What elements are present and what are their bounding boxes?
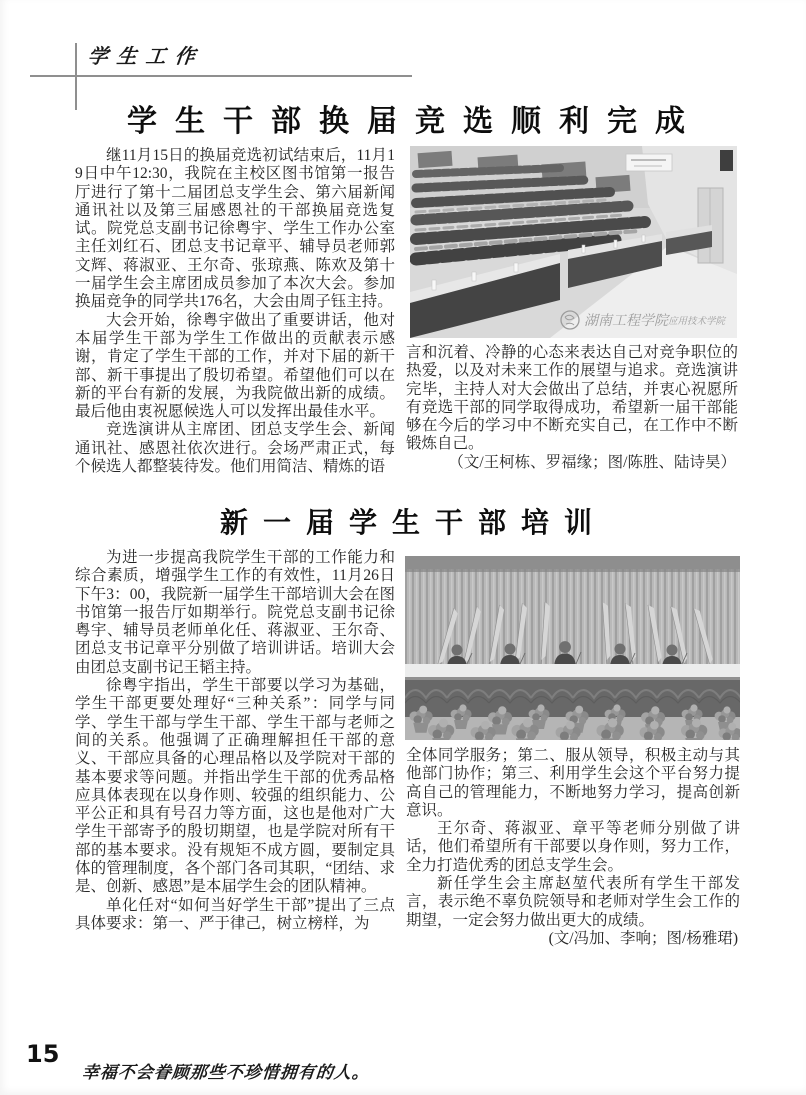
wall-speaker <box>720 150 733 171</box>
article2-title: 新一届学生干部培训 <box>219 506 607 539</box>
article1-photo <box>410 146 737 338</box>
article2-paragraph-5: 新任学生会主席赵堃代表所有学生干部发言，表示绝不辜负院领导和老师对学生会工作的期望，一定会努力做出更大的成绩。 <box>406 875 740 929</box>
article1-left-column <box>75 147 395 476</box>
training-rostrum-image <box>405 556 740 740</box>
page-number: 15 <box>26 1040 60 1068</box>
article1-right-column <box>406 344 738 472</box>
article2-left-column <box>75 549 395 933</box>
article2-paragraph-3: 单化任对“如何当好学生干部”提出了三点具体要求：第一、严于律己，树立榜样，为 <box>75 896 395 932</box>
lecture-hall-audience-image <box>410 146 737 338</box>
footer-quote: 幸福不会眷顾那些不珍惜拥有的人。 <box>80 1063 371 1082</box>
article2-paragraph-2: 徐粤宇指出，学生干部要以学习为基础，学生干部更要处理好“三种关系”：同学与同学、学生干部与学生干部、学生干部与老师之间的关系。他强调了正确理解担任干部的意义、干部应具备的心理品格以及学院对干部的基本要求等问题。并指出学生干部的优秀品格应具体表现在以身作则、较强的组织能力、公平公正和具有号召力等方面，这也是他对广大学生干部寄予的殷切期望，也是学院对所有干部的基本要求。没有规矩不成方圆，要制定具体的管理制度，各个部门各司其职，“团结、求是、创新、感恩”是本届学生会的团队精神。 <box>75 677 395 896</box>
article2-paragraph-3-continued: 全体同学服务；第二、服从领导，积极主动与其他部门协作；第三、利用学生会这个平台努力提高自己的管理能力，不断地努力学习，提高创新意识。 <box>406 747 740 819</box>
article2-right-column <box>406 747 740 948</box>
stage-sign <box>626 154 672 171</box>
article2-photo <box>405 556 740 740</box>
article2-paragraph-4: 王尔奇、蒋淑亚、章平等老师分别做了讲话，他们希望所有干部要以身作则，努力工作，全力打造优秀的团总支学生会。 <box>406 820 740 874</box>
header-horizontal-rule <box>30 75 412 77</box>
watermark-school-name: 湖南工程学院 <box>584 314 668 329</box>
article1-title: 学生干部换届竞选顺利完成 <box>127 104 703 139</box>
watermark-college-name: 应用技术学院 <box>668 317 726 327</box>
article1-credit: （文/王柯栋、罗福缘；图/陈胜、陆诗昊） <box>448 453 736 471</box>
article1-paragraph-3-continued: 言和沉着、冷静的心态来表达自己对竞争职位的热爱，以及对未来工作的展望与追求。竞选演讲完毕，主持人对大会做出了总结，并衷心祝愿所有竞选干部的同学取得成功，希望新一届干部能够在今后的学习中不断充实自己，在工作中不断锻炼自己。 <box>406 344 738 453</box>
article1-paragraph-2: 大会开始，徐粤宇做出了重要讲话，他对本届学生干部为学生工作做出的贡献表示感谢，肯定了学生干部的工作，并对下届的新干部、新干事提出了殷切希望。希望他们可以在新的平台有新的发展，为我院做出新的成绩。最后他由衷祝愿候选人可以发挥出最佳水平。 <box>75 311 395 421</box>
article2-paragraph-1: 为进一步提高我院学生干部的工作能力和综合素质，增强学生工作的有效性，11月26日下午3：00，我院新一届学生干部培训大会在图书馆第一报告厅如期举行。院党总支副书记徐粤宇、辅导员老师单化任、蒋淑亚、王尔奇、团总支书记章平分别做了培训讲话。培训大会由团总支副书记王韬主持。 <box>75 549 395 676</box>
rostrum-table <box>405 664 740 677</box>
article1-paragraph-3: 竞选演讲从主席团、团总支学生会、新闻通讯社、感恩社依次进行。会场严肃正式，每个候选人都整装待发。他们用简洁、精炼的语 <box>75 421 395 476</box>
section-label: 学生工作 <box>86 46 205 68</box>
article2-credit: (文/冯加、李响；图/杨雅珺) <box>548 929 738 947</box>
article1-paragraph-1: 继11月15日的换届竞选初试结束后，11月19日中午12:30，我院在主校区图书馆第一报告厅进行了第十二届团总支学生会、第六届新闻通讯社以及第三届感恩社的干部换届竞选复试。院党总支副书记徐粤宇、学生工作办公室主任刘红石、团总支书记章平、辅导员老师郭文辉、蒋淑亚、王尔奇、张琼燕、陈欢及第十一届学生会主席团成员参加了本次大会。参加换届竞争的同学共176名，大会由周子钰主持。 <box>75 147 395 311</box>
